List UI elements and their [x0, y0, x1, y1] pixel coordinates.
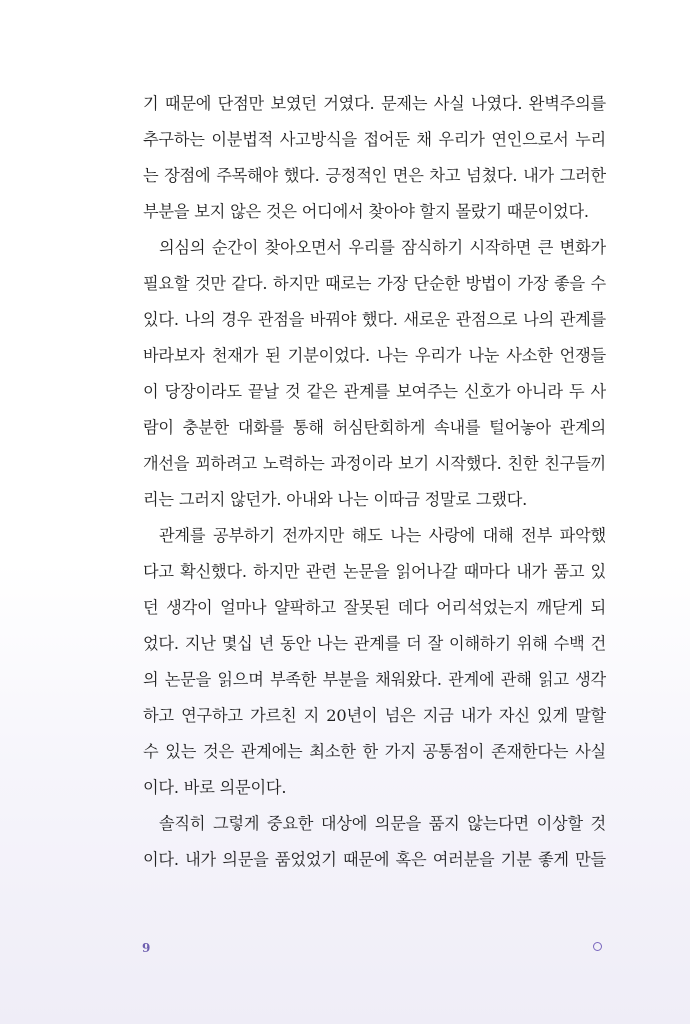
page-number: 9 [142, 941, 151, 955]
text-line: 리는 그러지 않던가. 아내와 나는 이따금 정말로 그랬다. [143, 490, 528, 509]
text-line: 의 논문을 읽으며 부족한 부분을 채워왔다. 관계에 관해 읽고 생각 [143, 670, 606, 689]
paragraph [143, 86, 606, 230]
text-line: 관계를 공부하기 전까지만 해도 나는 사랑에 대해 전부 파악했 [159, 526, 606, 545]
paragraph [143, 230, 606, 518]
text-line: 기 때문에 단점만 보였던 거였다. 문제는 사실 나였다. 완벽주의를 [143, 94, 606, 113]
text-line: 하고 연구하고 가르친 지 20년이 넘은 지금 내가 자신 있게 말할 [143, 706, 606, 725]
paragraph [143, 518, 606, 806]
text-line: 이다. 내가 의문을 품었었기 때문에 혹은 여러분을 기분 좋게 만들 [143, 850, 606, 869]
text-line: 필요할 것만 같다. 하지만 때로는 가장 단순한 방법이 가장 좋을 수 [143, 274, 606, 293]
text-line: 솔직히 그렇게 중요한 대상에 의문을 품지 않는다면 이상할 것 [159, 814, 606, 833]
circle-icon [593, 942, 602, 951]
text-line: 람이 충분한 대화를 통해 허심탄회하게 속내를 털어놓아 관계의 [143, 418, 606, 437]
text-line: 있다. 나의 경우 관점을 바꿔야 했다. 새로운 관점으로 나의 관계를 [143, 310, 606, 329]
text-line: 부분을 보지 않은 것은 어디에서 찾아야 할지 몰랐기 때문이었다. [143, 202, 589, 221]
text-line: 던 생각이 얼마나 얄팍하고 잘못된 데다 어리석었는지 깨닫게 되 [143, 598, 606, 617]
text-line: 바라보자 천재가 된 기분이었다. 나는 우리가 나눈 사소한 언쟁들 [143, 346, 606, 365]
text-line: 었다. 지난 몇십 년 동안 나는 관계를 더 잘 이해하기 위해 수백 건 [143, 634, 606, 653]
text-line: 는 장점에 주목해야 했다. 긍정적인 면은 차고 넘쳤다. 내가 그러한 [143, 166, 606, 185]
page-body [143, 86, 606, 878]
text-line: 개선을 꾀하려고 노력하는 과정이라 보기 시작했다. 친한 친구들끼 [143, 454, 606, 473]
text-line: 수 있는 것은 관계에는 최소한 한 가지 공통점이 존재한다는 사실 [143, 742, 606, 761]
text-line: 이 당장이라도 끝날 것 같은 관계를 보여주는 신호가 아니라 두 사 [143, 382, 606, 401]
text-line: 이다. 바로 의문이다. [143, 778, 287, 797]
text-line: 추구하는 이분법적 사고방식을 접어둔 채 우리가 연인으로서 누리 [143, 130, 606, 149]
paragraph [143, 806, 606, 878]
text-line: 다고 확신했다. 하지만 관련 논문을 읽어나갈 때마다 내가 품고 있 [143, 562, 606, 581]
text-line: 의심의 순간이 찾아오면서 우리를 잠식하기 시작하면 큰 변화가 [159, 238, 606, 257]
